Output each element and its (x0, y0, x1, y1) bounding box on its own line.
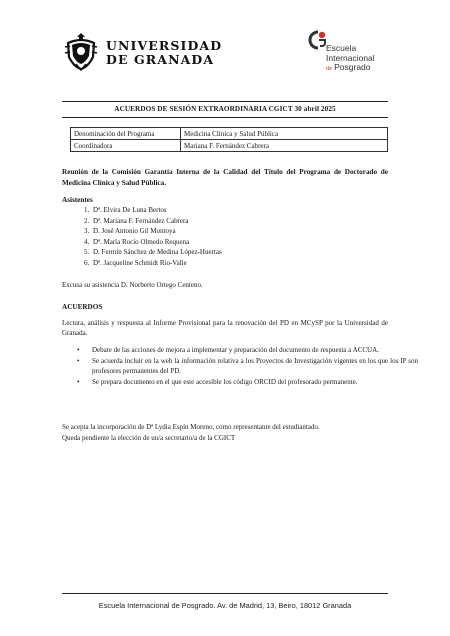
bullet-icon: • (77, 378, 80, 387)
bullet-icon: • (77, 356, 80, 365)
closing-line-1: Se acepta la incorporación de Dª Lydia Espín Moreno, como representante del estudiantado. (62, 423, 320, 431)
closing-line-2: Queda pendiente la elección de un/a secretario/a de la CGICT (62, 434, 236, 442)
attendees-list (62, 205, 222, 269)
agreement-text: Se prepara documento en el que este accesible los código ORCID del profesorado permanente. (92, 378, 358, 387)
list-item: 6. Dª. Jacqueline Schmidt Rio-Valle (91, 258, 222, 269)
excused-note: Excusa su asistencia D. Norberto Ortego Centeno. (62, 281, 203, 289)
table-row (71, 140, 388, 152)
agreements-heading: ACUERDOS (62, 303, 103, 311)
university-name-line2: DE GRANADA (106, 52, 215, 67)
agreement-text: Se acuerda incluir en la web la información relativa a los Proyectos de Investigación vigentes en los que los IP son profesores permanentes del PD. (92, 356, 418, 376)
graduate-school-line3: Posgrado (334, 62, 371, 72)
list-item (77, 356, 418, 377)
list-item: 2. Dª. Mariana F. Fernández Cabrera (91, 216, 222, 227)
graduate-school-line3-wrap (326, 63, 375, 75)
list-item: 1. Dª. Elvira De Luna Bertos (91, 205, 222, 216)
table-value: Mariana F. Fernández Cabrera (181, 140, 388, 152)
list-item: 5. D. Fermín Sánchez de Medina López-Huertas (91, 247, 222, 258)
graduate-school-mark-icon (304, 28, 328, 52)
university-name-line1: UNIVERSIDAD (106, 38, 223, 53)
table-row (71, 128, 388, 140)
agreements-list (62, 345, 418, 388)
university-wordmark (106, 39, 222, 67)
page-footer: Escuela Internacional de Posgrado. Av. de Madrid, 13, Beiro, 18012 Granada (62, 593, 388, 610)
list-item (77, 377, 418, 387)
document-title: ACUERDOS DE SESIÓN EXTRAORDINARIA CGICT 30 abril 2025 (62, 101, 388, 118)
graduate-school-de: de (326, 66, 333, 72)
list-item (77, 345, 418, 355)
table-key: Coordinadora (71, 140, 181, 152)
table-key: Denominación del Programa (71, 128, 181, 140)
agreements-intro: Lectura, análisis y respuesta al Informe Provisional para la renovación del PD en MCySP por la Universidad de Granada. (62, 319, 388, 338)
graduate-school-line1: Escuela (326, 43, 357, 53)
attendees-heading: Asistentes (62, 196, 93, 204)
table-value: Medicina Clínica y Salud Pública (181, 128, 388, 140)
graduate-school-wordmark (326, 44, 375, 75)
list-item: 4. Dª. María Rocío Olmedo Requena (91, 237, 222, 248)
university-seal-icon (62, 31, 100, 71)
meeting-intro: Reunión de la Comisión Garantía Interna de la Calidad del Título del Programa de Doctorado de Medicina Clínica y Salud Pública. (62, 168, 388, 187)
program-info-table (70, 127, 388, 152)
university-logo (62, 31, 223, 71)
bullet-icon: • (77, 346, 80, 354)
list-item: 3. D. José Antonio Gil Montoya (91, 226, 222, 237)
graduate-school-logo (304, 28, 414, 80)
graduate-school-line2: Internacional (326, 52, 375, 63)
agreement-text: Debate de las acciones de mejora a implementar y preparación del documento de respuesta a ACCUA. (92, 346, 379, 354)
